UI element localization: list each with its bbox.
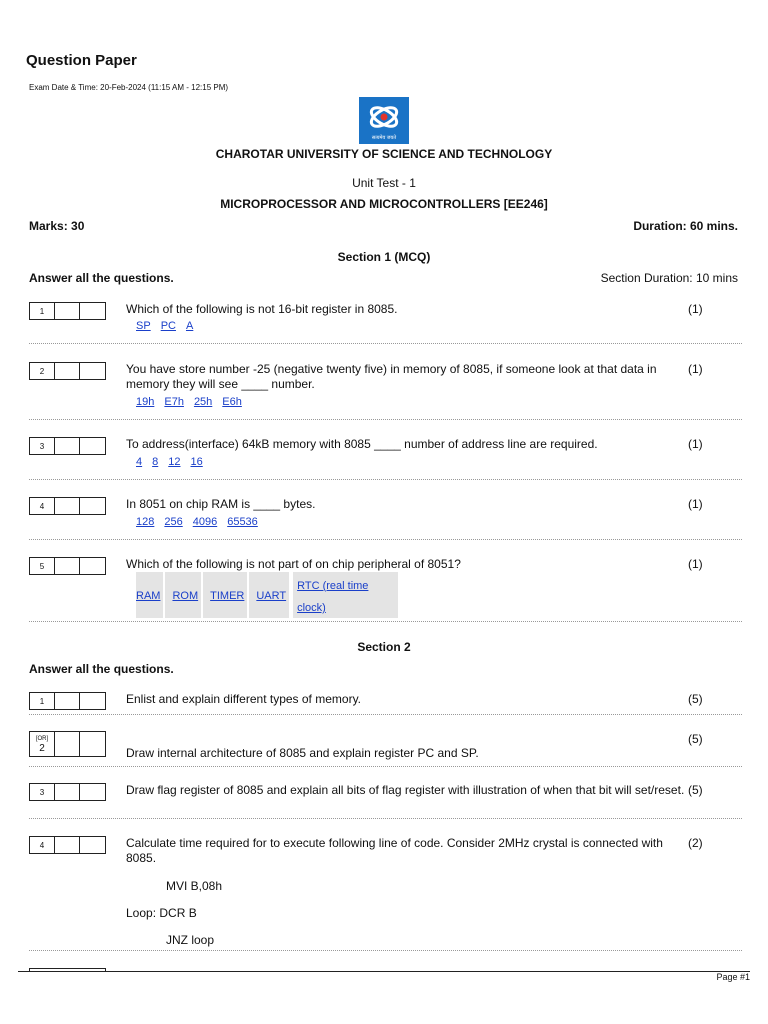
- code-line: Loop: DCR B: [126, 906, 197, 920]
- answer-box[interactable]: [29, 836, 106, 854]
- divider: [29, 950, 742, 951]
- option-link[interactable]: 16: [190, 456, 203, 468]
- divider: [29, 419, 742, 420]
- answer-box[interactable]: [29, 557, 106, 575]
- section-1-instruction: Answer all the questions.: [29, 271, 174, 285]
- divider: [29, 343, 742, 344]
- question-marks: (1): [688, 557, 703, 571]
- university-name: CHAROTAR UNIVERSITY OF SCIENCE AND TECHNOLOGY: [215, 147, 553, 161]
- divider: [29, 818, 742, 819]
- footer-line: [18, 971, 750, 972]
- question-number-value: 2: [39, 743, 45, 754]
- question-number: 2: [30, 363, 55, 379]
- question-number: 4: [30, 837, 55, 853]
- page-number: Page #1: [716, 972, 750, 982]
- question-number: 4: [30, 498, 55, 514]
- exam-duration: Duration: 60 mins.: [633, 219, 738, 233]
- answer-box[interactable]: [29, 783, 106, 801]
- code-line: JNZ loop: [166, 933, 215, 947]
- option-link[interactable]: 19h: [136, 396, 155, 408]
- question-text: You have store number -25 (negative twenty five) in memory of 8085, if someone look at that data in memory they will see ____ number.: [126, 362, 657, 391]
- question-text: Draw flag register of 8085 and explain all bits of flag register with illustration of when that bit will set/reset.: [126, 783, 685, 797]
- section-1-title: Section 1 (MCQ): [337, 250, 431, 264]
- option-link[interactable]: A: [185, 320, 194, 332]
- unit-test: Unit Test - 1: [352, 176, 416, 190]
- logo-caption: सत्यमेव जयते: [371, 135, 397, 141]
- question-number: [30, 732, 55, 756]
- divider: [29, 479, 742, 480]
- question-marks: (1): [688, 497, 703, 511]
- option-link[interactable]: RTC (real time: [297, 580, 369, 592]
- options-row: [136, 396, 242, 408]
- divider: [29, 766, 742, 767]
- options-row: [136, 456, 203, 468]
- section-2-title: Section 2: [357, 640, 411, 654]
- question-text: In 8051 on chip RAM is ____ bytes.: [126, 497, 316, 511]
- divider: [29, 539, 742, 540]
- question-text: Which of the following is not 16-bit register in 8085.: [126, 302, 398, 316]
- option-link[interactable]: ROM: [172, 590, 199, 602]
- question-text: Calculate time required for to execute following line of code. Consider 2MHz crystal is connected with 8085.: [126, 836, 663, 865]
- option-link[interactable]: E7h: [164, 396, 184, 408]
- answer-box[interactable]: [29, 302, 106, 320]
- exam-date: Exam Date & Time: 20-Feb-2024 (11:15 AM - 12:15 PM): [29, 83, 229, 92]
- question-marks: (2): [688, 836, 703, 850]
- section-1-duration: Section Duration: 10 mins: [600, 271, 738, 285]
- question-text: To address(interface) 64kB memory with 8085 ____ number of address line are required.: [126, 437, 598, 451]
- answer-box[interactable]: [29, 731, 106, 757]
- option-rtc[interactable]: [293, 572, 398, 618]
- answer-box[interactable]: [29, 437, 106, 455]
- question-marks: (1): [688, 437, 703, 451]
- question-number: 3: [30, 438, 55, 454]
- question-text: Which of the following is not part of on chip peripheral of 8051?: [126, 557, 461, 571]
- option-link[interactable]: 4096: [192, 516, 218, 528]
- option-link[interactable]: clock): [297, 602, 326, 614]
- option-link[interactable]: 25h: [193, 396, 213, 408]
- options-row: [136, 572, 398, 618]
- question-number: 1: [30, 303, 55, 319]
- total-marks: Marks: 30: [29, 219, 85, 233]
- or-tag: [OR]: [35, 736, 49, 742]
- options-row: [136, 320, 193, 332]
- option-link[interactable]: 4: [136, 456, 143, 468]
- divider: [29, 621, 742, 622]
- page-title: Question Paper: [26, 52, 137, 69]
- subject-name: MICROPROCESSOR AND MICROCONTROLLERS [EE246]: [220, 197, 548, 211]
- options-row: [136, 516, 258, 528]
- answer-box[interactable]: [29, 497, 106, 515]
- question-marks: (1): [688, 362, 703, 376]
- question-marks: (5): [688, 732, 703, 746]
- option-link[interactable]: 12: [168, 456, 181, 468]
- answer-box[interactable]: [29, 692, 106, 710]
- option-link[interactable]: E6h: [222, 396, 242, 408]
- option-link[interactable]: RAM: [136, 590, 161, 602]
- option-link[interactable]: 256: [164, 516, 183, 528]
- option-link[interactable]: 8: [152, 456, 159, 468]
- answer-box[interactable]: [29, 362, 106, 380]
- section-2-instruction: Answer all the questions.: [29, 662, 174, 676]
- question-text: Draw internal architecture of 8085 and explain register PC and SP.: [126, 746, 479, 760]
- question-marks: (1): [688, 302, 703, 316]
- code-line: MVI B,08h: [166, 879, 223, 893]
- question-number: 1: [30, 693, 55, 709]
- option-link[interactable]: 65536: [227, 516, 258, 528]
- option-link[interactable]: PC: [160, 320, 176, 332]
- question-marks: (5): [688, 692, 703, 706]
- option-link[interactable]: UART: [256, 590, 287, 602]
- question-number: 3: [30, 784, 55, 800]
- option-link[interactable]: 128: [136, 516, 155, 528]
- option-link[interactable]: SP: [136, 320, 151, 332]
- question-text: Enlist and explain different types of memory.: [126, 692, 362, 706]
- option-link[interactable]: TIMER: [210, 590, 245, 602]
- question-number: 5: [30, 558, 55, 574]
- divider: [29, 714, 742, 715]
- question-marks: (5): [688, 783, 703, 797]
- university-logo: [359, 97, 409, 144]
